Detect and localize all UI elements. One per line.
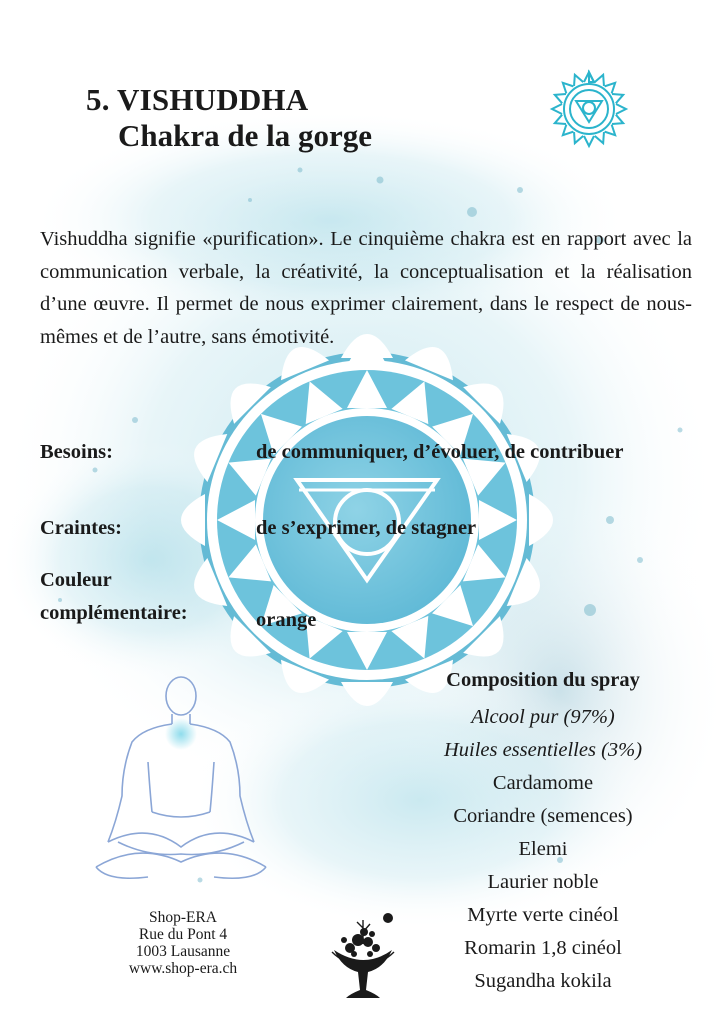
- composition-title: Composition du spray: [446, 669, 640, 691]
- meditating-figure-illustration: [88, 672, 274, 890]
- composition-oils: Huiles essentielles (3%): [443, 739, 643, 761]
- shop-era-logo-icon: [324, 910, 402, 1000]
- craintes-label: Craintes:: [40, 517, 122, 539]
- shop-website: www.shop-era.ch: [128, 960, 238, 977]
- shop-street: Rue du Pont 4: [138, 926, 228, 943]
- composition-alcohol: Alcool pur (97%): [471, 706, 615, 728]
- ingredient-item: Romarin 1,8 cinéol: [464, 937, 622, 959]
- couleur-label-line1: Couleur: [40, 569, 112, 591]
- intro-paragraph: Vishuddha signifie «purification». Le cinquième chakra est en rapport avec la communication verbale, la créativité, la conceptualisation et la réalisation d’une œuvre. Il permet de nous exprimer clairement, dans le respect de nous-mêmes et de l’autre, sans émotivité.: [40, 228, 692, 348]
- shop-address: [108, 909, 258, 977]
- chakra-subtitle: Chakra de la gorge: [118, 118, 373, 153]
- besoins-label: Besoins:: [40, 441, 113, 463]
- craintes-value: de s’exprimer, de stagner: [256, 517, 477, 539]
- besoins-value: de communiquer, d’évoluer, de contribuer: [256, 441, 624, 463]
- ingredient-item: Cardamome: [492, 772, 594, 794]
- ingredient-item: Laurier noble: [487, 871, 599, 893]
- composition-panel: [410, 664, 676, 998]
- ingredient-item: Coriandre (semences): [453, 805, 633, 827]
- shop-name: Shop-ERA: [148, 909, 218, 926]
- ingredient-item: Elemi: [518, 838, 568, 860]
- shop-city: 1003 Lausanne: [135, 943, 231, 960]
- ingredient-item: Sugandha kokila: [474, 970, 612, 992]
- chakra-title: 5. VISHUDDHA: [86, 82, 309, 117]
- couleur-label-line2: complémentaire:: [40, 602, 188, 624]
- ingredient-item: Myrte verte cinéol: [467, 904, 619, 926]
- throat-chakra-icon: [548, 68, 630, 150]
- couleur-value: orange: [256, 609, 317, 631]
